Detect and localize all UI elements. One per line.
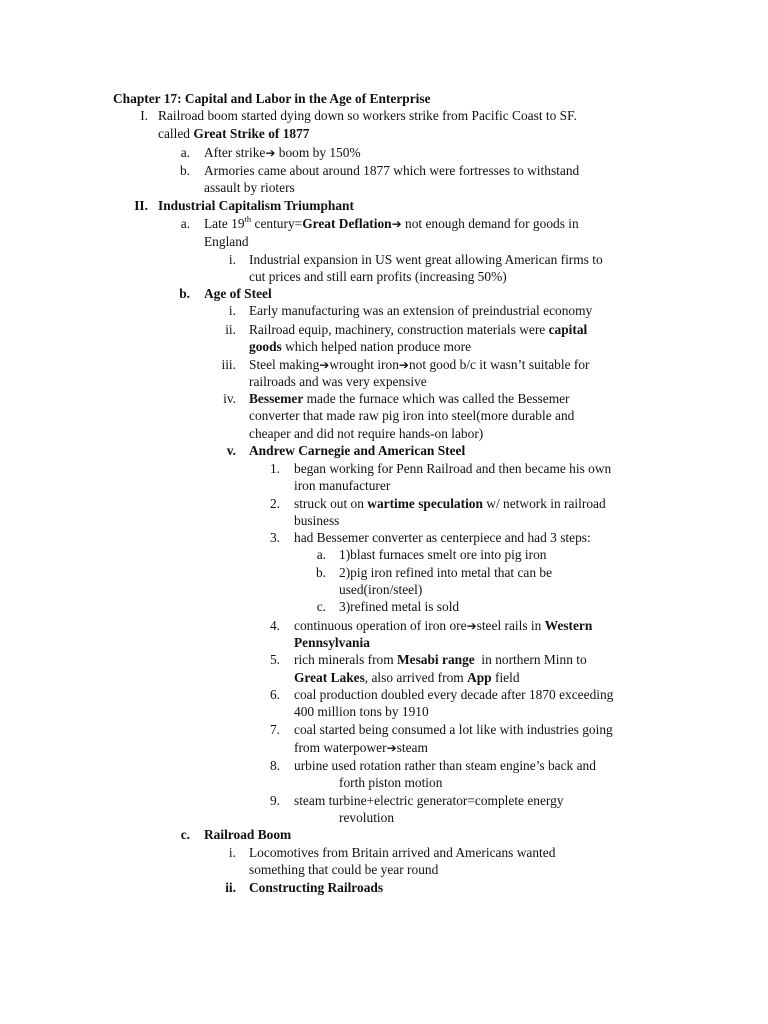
item-marker: a. — [180, 145, 190, 160]
outline-text: Steel making➔wrought iron➔not good b/c it wasn’t suitable for — [249, 357, 590, 372]
item-marker: v. — [226, 443, 236, 458]
item-marker: i. — [228, 252, 236, 267]
item-marker: 3. — [269, 530, 280, 545]
outline-text: business — [294, 513, 340, 528]
item-marker: b. — [179, 286, 190, 301]
item-marker: a. — [180, 216, 190, 231]
item-marker: 9. — [269, 793, 280, 808]
outline-text: struck out on wartime speculation w/ network in railroad — [294, 496, 606, 511]
section-marker: II. — [134, 198, 148, 213]
outline-text: After strike➔ boom by 150% — [204, 145, 361, 160]
arrow-icon: ➔ — [398, 358, 409, 372]
outline-text: called Great Strike of 1877 — [158, 126, 310, 141]
item-marker: ii. — [225, 880, 236, 895]
outline-text: from waterpower➔steam — [294, 740, 428, 755]
item-marker: 5. — [269, 652, 280, 667]
subsection-heading: Constructing Railroads — [249, 880, 384, 895]
outline-text: rich minerals from Mesabi range in northern Minn to — [294, 652, 587, 667]
item-marker: ii. — [225, 322, 236, 337]
outline-text: Railroad equip, machinery, construction materials were capital — [249, 322, 588, 337]
item-marker: 7. — [269, 722, 280, 737]
outline-text: continuous operation of iron ore➔steel rails in Western — [294, 618, 593, 633]
outline-text: cheaper and did not require hands-on labor) — [249, 426, 484, 441]
outline-text: Pennsylvania — [294, 635, 370, 650]
outline-text: England — [204, 234, 249, 249]
item-marker: c. — [180, 827, 190, 842]
outline-text: 400 million tons by 1910 — [294, 704, 429, 719]
arrow-icon: ➔ — [466, 619, 477, 633]
outline-text: urbine used rotation rather than steam engine’s back and — [294, 758, 596, 773]
item-marker: i. — [228, 845, 236, 860]
outline-text: had Bessemer converter as centerpiece and had 3 steps: — [294, 530, 591, 545]
arrow-icon: ➔ — [386, 741, 397, 755]
outline-text: converter that made raw pig iron into steel(more durable and — [249, 408, 575, 423]
outline-text: Industrial expansion in US went great allowing American firms to — [249, 252, 603, 267]
outline-text: 2)pig iron refined into metal that can be — [339, 565, 553, 580]
item-marker: c. — [316, 599, 326, 614]
subsection-heading: Railroad Boom — [204, 827, 292, 842]
subsection-heading: Andrew Carnegie and American Steel — [249, 443, 466, 458]
outline-text: steam turbine+electric generator=complete energy — [294, 793, 564, 808]
outline-text: Armories came about around 1877 which were fortresses to withstand — [204, 163, 580, 178]
outline-text: used(iron/steel) — [339, 582, 423, 597]
arrow-icon: ➔ — [391, 217, 402, 231]
outline-text: assault by rioters — [204, 180, 295, 195]
section-heading: Industrial Capitalism Triumphant — [158, 198, 354, 213]
outline-text: 1)blast furnaces smelt ore into pig iron — [339, 547, 547, 562]
item-marker: a. — [316, 547, 326, 562]
outline-text: Locomotives from Britain arrived and Americans wanted — [249, 845, 556, 860]
outline-text: Great Lakes, also arrived from App field — [294, 670, 520, 685]
chapter-title: Chapter 17: Capital and Labor in the Age of Enterprise — [113, 91, 431, 106]
outline-text: forth piston motion — [339, 775, 443, 790]
item-marker: 8. — [269, 758, 280, 773]
outline-text: cut prices and still earn profits (increasing 50%) — [249, 269, 507, 284]
outline-text: revolution — [339, 810, 395, 825]
item-marker: i. — [228, 303, 236, 318]
outline-text: Bessemer made the furnace which was called the Bessemer — [249, 391, 570, 406]
outline-text: Railroad boom started dying down so workers strike from Pacific Coast to SF. — [158, 108, 577, 123]
item-marker: 1. — [269, 461, 280, 476]
outline-text: 3)refined metal is sold — [339, 599, 460, 614]
outline-text: railroads and was very expensive — [249, 374, 427, 389]
arrow-icon: ➔ — [319, 358, 330, 372]
item-marker: b. — [179, 163, 190, 178]
item-marker: b. — [315, 565, 326, 580]
section-marker: I. — [140, 108, 148, 123]
outline-text: coal started being consumed a lot like with industries going — [294, 722, 613, 737]
item-marker: 2. — [269, 496, 280, 511]
item-marker: 6. — [269, 687, 280, 702]
item-marker: iv. — [223, 391, 236, 406]
outline-text: Late 19th century=Great Deflation➔ not enough demand for goods in — [204, 214, 579, 231]
outline-text: began working for Penn Railroad and then became his own — [294, 461, 612, 476]
subsection-heading: Age of Steel — [204, 286, 272, 301]
outline-text: coal production doubled every decade after 1870 exceeding — [294, 687, 614, 702]
arrow-icon: ➔ — [265, 146, 276, 160]
item-marker: 4. — [269, 618, 280, 633]
outline-text: goods which helped nation produce more — [249, 339, 472, 354]
outline-text: iron manufacturer — [294, 478, 391, 493]
item-marker: iii. — [221, 357, 236, 372]
outline-text: something that could be year round — [249, 862, 439, 877]
outline-text: Early manufacturing was an extension of preindustrial economy — [249, 303, 593, 318]
